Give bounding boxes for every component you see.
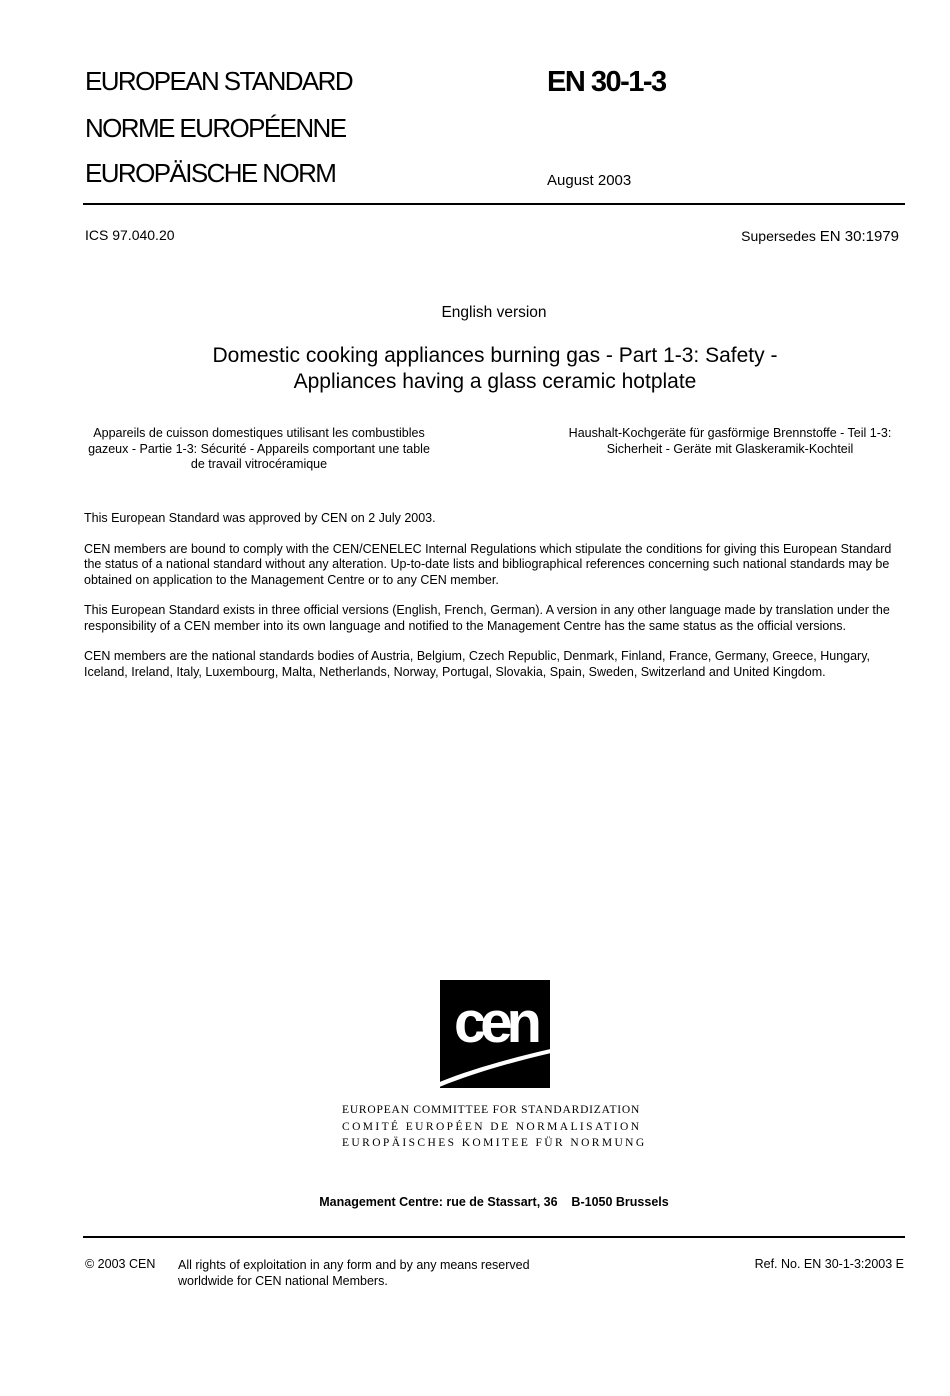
footer-divider (83, 1236, 905, 1238)
title-english: EUROPEAN STANDARD (85, 66, 353, 96)
standard-number: EN 30-1-3 (547, 66, 666, 98)
document-title (85, 343, 905, 395)
paragraph-members: CEN members are the national standards bodies of Austria, Belgium, Czech Republic, Denmark, Finland, France, Germany, Greece, Hungary, Iceland, Ireland, Italy, Luxembourg, Malta, Netherlands, Norway, Portugal, Slovakia, Spain, Sweden, Switzerland and United Kingdom. (84, 649, 871, 679)
ics-code: ICS 97.040.20 (85, 227, 175, 243)
approval-paragraphs (84, 511, 906, 695)
reference-number: Ref. No. EN 30-1-3:2003 E (754, 1257, 904, 1271)
management-centre-address: Management Centre: rue de Stassart, 36 B-1050 Brussels (319, 1195, 669, 1209)
language-version: English version (441, 304, 547, 321)
cen-logo-icon (440, 980, 550, 1088)
rights-line-2: worldwide for CEN national Members. (178, 1274, 388, 1288)
rights-notice (178, 1257, 578, 1289)
paragraph-approval: This European Standard was approved by CEN on 2 July 2003. (84, 511, 436, 525)
supersedes-label: Supersedes (741, 228, 816, 244)
rights-line-1: All rights of exploitation in any form and by any means reserved (178, 1258, 530, 1272)
committee-name-en: EUROPEAN COMMITTEE FOR STANDARDIZATION (342, 1104, 641, 1116)
german-title-line-2: Sicherheit - Geräte mit Glaskeramik-Kochteil (606, 441, 854, 456)
document-title-line-2: Appliances having a glass ceramic hotplate (293, 370, 697, 393)
publication-date: August 2003 (547, 172, 632, 189)
cen-logo-text: cen (454, 990, 536, 1055)
document-title-line-1: Domestic cooking appliances burning gas - Part 1-3: Safety - (212, 344, 778, 367)
supersedes-note (741, 228, 899, 245)
committee-name-de: EUROPÄISCHES KOMITEE FÜR NORMUNG (342, 1137, 647, 1149)
german-title (520, 426, 940, 457)
paragraph-regulations: CEN members are bound to comply with the CEN/CENELEC Internal Regulations which stipulate the conditions for giving this European Standard the status of a national standard without any alteration. Up-to-date lists and bibliographical references concerning such national standards may be obtained on application to the Management Centre or to any CEN member. (84, 541, 892, 587)
french-title: Appareils de cuisson domestiques utilisant les combustibles gazeux - Partie 1-3: Sécurité - Appareils comportant une table de travail vitrocéramique (88, 426, 430, 471)
title-german: EUROPÄISCHE NORM (85, 158, 336, 188)
header-divider (83, 203, 905, 205)
copyright: © 2003 CEN (85, 1257, 156, 1271)
committee-names (342, 1102, 647, 1152)
german-title-line-1: Haushalt-Kochgeräte für gasförmige Brennstoffe - Teil 1-3: (568, 426, 892, 440)
paragraph-versions: This European Standard exists in three official versions (English, French, German). A version in any other language made by translation under the responsibility of a CEN member into its own language and notified to the Management Centre has the same status as the official versions. (84, 603, 890, 633)
committee-name-fr: COMITÉ EUROPÉEN DE NORMALISATION (342, 1120, 642, 1133)
supersedes-value: EN 30:1979 (819, 228, 899, 245)
title-french: NORME EUROPÉENNE (85, 113, 346, 143)
